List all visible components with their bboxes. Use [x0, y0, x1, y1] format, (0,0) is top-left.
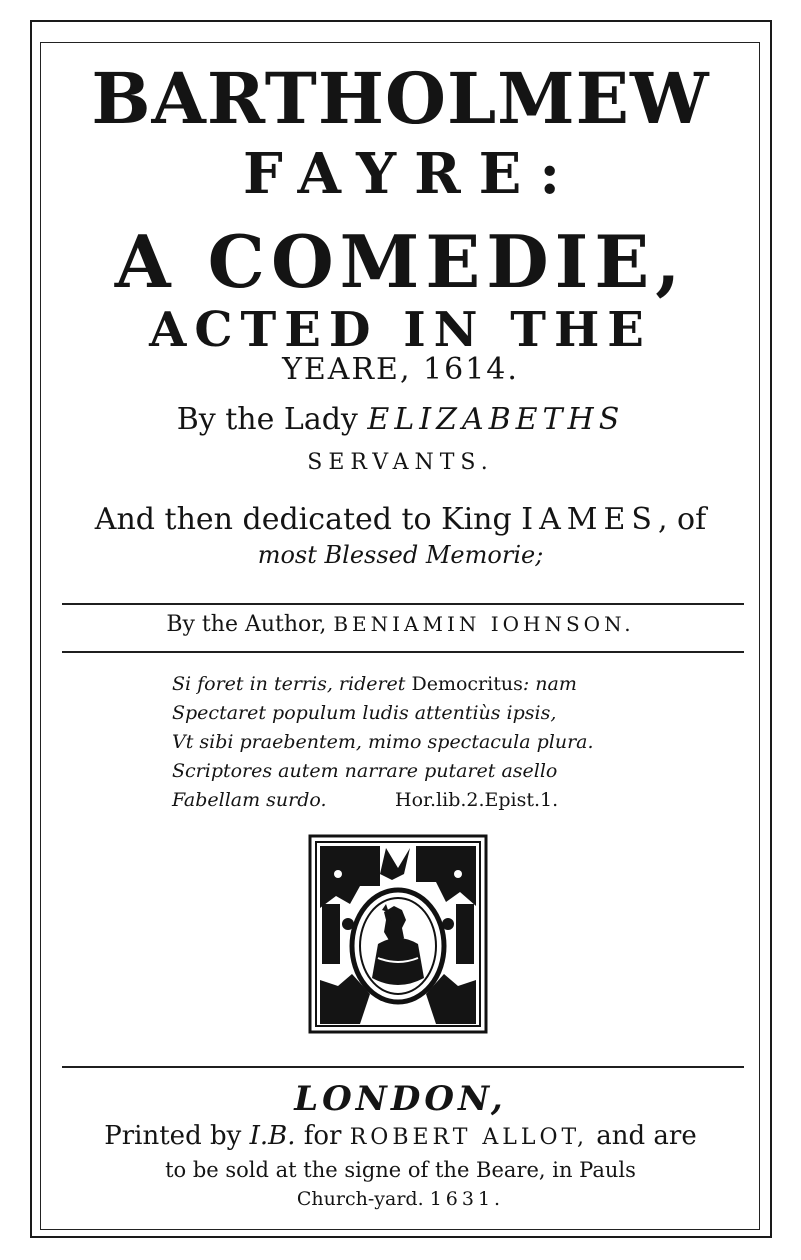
dedication-prefix: And then dedicated to King — [94, 502, 512, 537]
imprint-printer-line — [0, 1123, 801, 1149]
dedication-suffix: , of — [657, 502, 707, 537]
players-name: ELIZABETHS — [367, 402, 625, 437]
title-line-2: FAYRE: — [242, 141, 578, 207]
dedication-king: IAMES — [521, 502, 658, 537]
author-line — [0, 614, 801, 636]
imprint-text: and are — [596, 1121, 697, 1151]
players-servants: SERVANTS. — [307, 450, 494, 475]
imprint-year: 1631. — [429, 1188, 505, 1210]
epigraph-line-5 — [172, 786, 652, 815]
dedication-line-1 — [0, 502, 801, 537]
imprint-text: for — [303, 1121, 342, 1151]
imprint-text: Church-yard. — [296, 1188, 424, 1210]
epigraph-line-2: Spectaret populum ludis attentiùs ipsis, — [172, 702, 557, 724]
title-line-4: ACTED IN THE — [149, 302, 652, 358]
title-line-1: BARTHOLMEW — [91, 57, 710, 140]
divider-rule — [62, 651, 744, 653]
epigraph-line-1 — [172, 670, 652, 699]
title-line-3: A COMEDIE, — [114, 219, 687, 304]
players-prefix: By the Lady — [176, 402, 358, 437]
epigraph-text: : nam — [522, 673, 577, 695]
epigraph-line-3: Vt sibi praebentem, mimo spectacula plura. — [172, 731, 594, 753]
title-line-5: YEARE, 1614. — [282, 352, 519, 387]
imprint-city: LONDON, — [294, 1079, 507, 1119]
imprint-printer: I.B. — [249, 1121, 296, 1151]
dedication-line-2: most Blessed Memorie; — [257, 541, 544, 569]
epigraph-text: Si foret in terris, rideret — [172, 673, 406, 695]
players-line — [0, 402, 801, 437]
printers-device-woodcut — [308, 834, 488, 1034]
epigraph — [172, 670, 652, 815]
divider-rule — [62, 1066, 744, 1068]
imprint-text: Printed by — [104, 1121, 242, 1151]
author-name: BENIAMIN IOHNSON. — [333, 612, 635, 636]
author-prefix: By the Author, — [166, 612, 327, 637]
divider-rule — [62, 603, 744, 605]
epigraph-line-4: Scriptores autem narrare putaret asello — [172, 760, 558, 782]
epigraph-reference: Hor.lib.2.Epist.1. — [395, 789, 559, 811]
epigraph-text: Fabellam surdo. — [172, 789, 327, 811]
imprint-sold-line: to be sold at the signe of the Beare, in Pauls — [165, 1158, 636, 1182]
imprint-publisher: ROBERT ALLOT, — [349, 1125, 588, 1150]
imprint-date-line — [0, 1190, 801, 1209]
epigraph-text: Democritus — [411, 673, 523, 695]
